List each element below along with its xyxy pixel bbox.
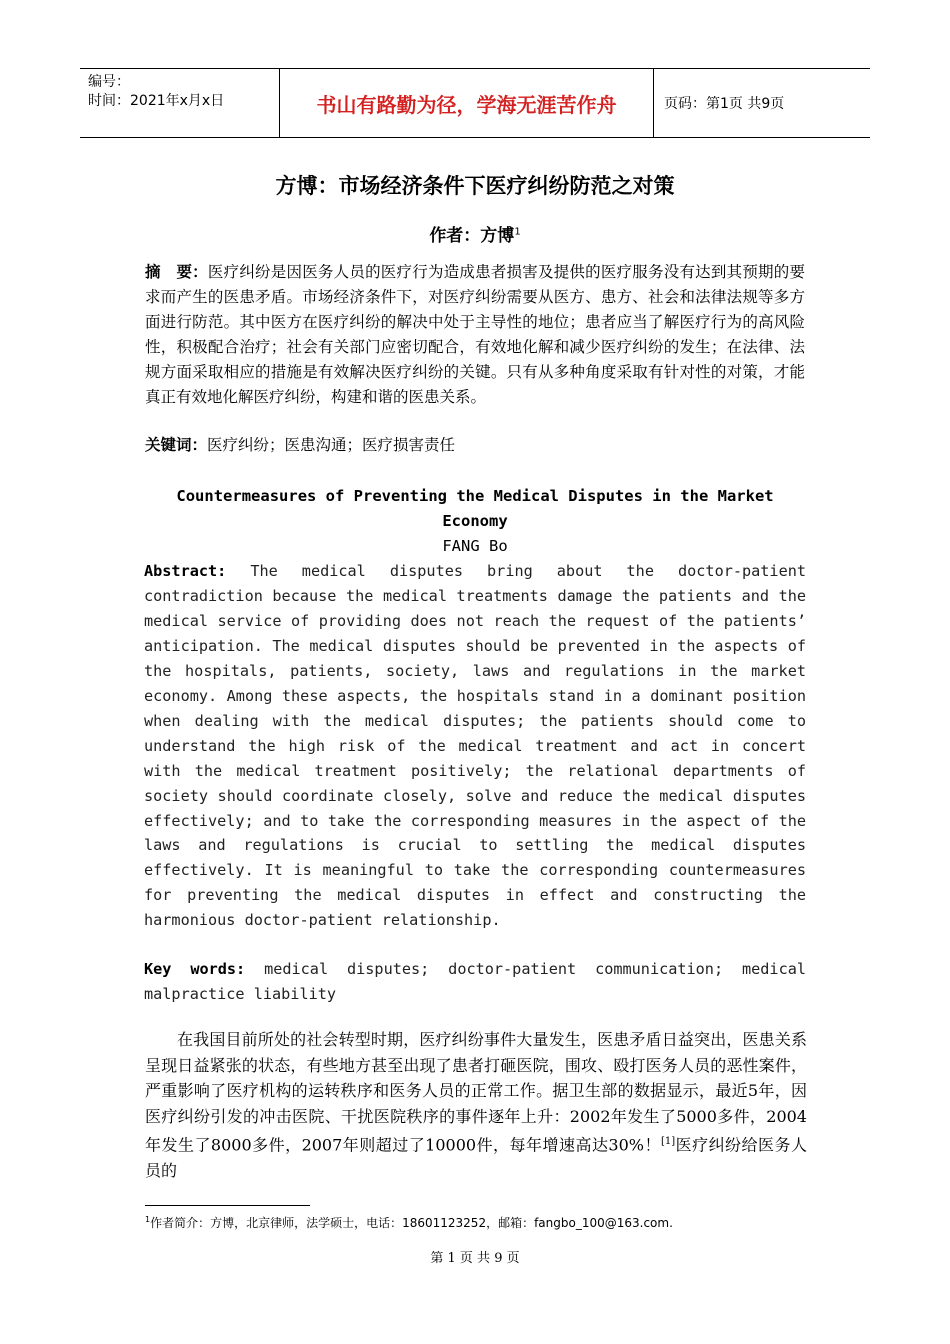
- author-label: 作者：方博: [429, 226, 515, 246]
- footnote-divider: [145, 1205, 310, 1206]
- page-header: [80, 68, 870, 138]
- document-title: 方博：市场经济条件下医疗纠纷防范之对策: [275, 174, 675, 198]
- author-footnote-mark: 1: [514, 226, 521, 238]
- author-line: [0, 221, 950, 246]
- keywords-en-label: Key words:: [144, 960, 246, 978]
- abstract-en: [144, 559, 806, 933]
- footnote-mark: 1: [145, 1215, 151, 1224]
- header-meta: [80, 69, 280, 137]
- footnote: [145, 1212, 807, 1231]
- abstract-en-label: Abstract:: [144, 562, 227, 580]
- footnote-text: 作者简介：方博，北京律师，法学硕士，电话：18601123252，邮箱：fangbo_100@163.com.: [150, 1216, 673, 1230]
- body-text-part2: 医疗纠纷给医务人员的: [145, 1135, 807, 1181]
- english-author: FANG Bo: [442, 537, 508, 555]
- keywords-cn-text: 医疗纠纷；医患沟通；医疗损害责任: [207, 436, 456, 454]
- keywords-cn: [145, 433, 805, 458]
- page-footer: 第 1 页 共 9 页: [430, 1251, 520, 1266]
- abstract-cn-label: 摘 要：: [145, 263, 208, 281]
- abstract-cn: [145, 260, 805, 410]
- body-paragraph: [145, 1027, 807, 1184]
- header-page-info: 页码：第1页 共9页: [664, 96, 785, 112]
- english-title: Countermeasures of Preventing the Medical Disputes in the Market Economy: [176, 487, 774, 530]
- keywords-en-text: medical disputes; doctor-patient communication; medical malpractice liability: [144, 960, 806, 1003]
- abstract-cn-text: 医疗纠纷是因医务人员的医疗行为造成患者损害及提供的医疗服务没有达到其预期的要求而产生的医患矛盾。市场经济条件下，对医疗纠纷需要从医方、患方、社会和法律法规等多方面进行防范。其中医方在医疗纠纷的解决中处于主导性的地位；患者应当了解医疗行为的高风险性，积极配合治疗；社会有关部门应密切配合，有效地化解和减少医疗纠纷的发生；在法律、法规方面采取相应的措施是有效解决医疗纠纷的关键。只有从多种角度采取有针对性的对策，才能真正有效地化解医疗纠纷，构建和谐的医患关系。: [145, 263, 805, 406]
- header-number: 编号：: [88, 74, 130, 90]
- body-text-part1: 在我国目前所处的社会转型时期，医疗纠纷事件大量发生，医患矛盾日益突出，医患关系呈现日益紧张的状态，有些地方甚至出现了患者打砸医院，围攻、殴打医务人员的恶性案件，严重影响了医疗机构的运转秩序和医务人员的正常工作。据卫生部的数据显示，最近5年，因医疗纠纷引发的冲击医院、干扰医院秩序的事件逐年上升：2002年发生了5000多件，2004年发生了8000多件，2007年则超过了10000件，每年增速高达30%！: [145, 1030, 807, 1155]
- reference-mark: [1]: [660, 1136, 676, 1148]
- keywords-en: [144, 957, 806, 1007]
- keywords-cn-label: 关键词：: [145, 436, 208, 454]
- header-time: 时间：2021年x月x日: [88, 93, 225, 109]
- abstract-en-text: The medical disputes bring about the doctor-patient contradiction because the medical treatments damage the patients and the medical service of providing does not reach the request of the patients’ anticipation. The medical disputes should be prevented in the aspects of the hospitals, patients, society, laws and regulations in the market economy. Among these aspects, the hospitals stand in a dominant position when dealing with the medical disputes; the patients should come to understand the high risk of the medical treatment and act in concert with the medical treatment positively; the relational departments of society should coordinate closely, solve and reduce the medical disputes effectively; and to take the corresponding measures in the aspect of the laws and regulations is crucial to settling the medical disputes effectively. It is meaningful to take the corresponding countermeasures for preventing the medical disputes in effect and constructing the harmonious doctor-patient relationship.: [144, 562, 807, 930]
- header-motto: 书山有路勤为径，学海无涯苦作舟: [280, 69, 654, 137]
